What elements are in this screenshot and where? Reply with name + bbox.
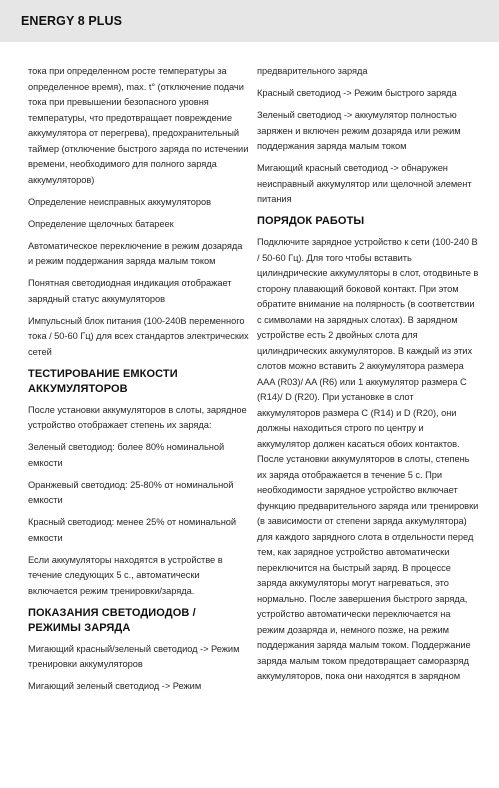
section-heading: ПОРЯДОК РАБОТЫ [257,215,365,227]
paragraph: После установки аккумуляторов в слоты, зарядное устройство отображает степень их заряда: [28,404,247,430]
paragraph: Зеленый светодиод: более 80% номинальной емкости [28,442,225,468]
paragraph: Автоматическое переключение в режим дозаряда и режим поддержания заряда малым током [28,240,243,266]
section-heading: ТЕСТИРОВАНИЕ ЕМКОСТИ АККУМУЛЯТОРОВ [28,367,178,395]
section-heading: ПОКАЗАНИЯ СВЕТОДИОДОВ / РЕЖИМЫ ЗАРЯДА [28,606,196,634]
paragraph: Если аккумуляторы находятся в устройстве в течение следующих 5 с., автоматически включается режим тренировки/заряда. [28,554,223,596]
paragraph: предварительного заряда [257,66,368,76]
header-title: ENERGY 8 PLUS [21,14,123,28]
paragraph: Определение неисправных аккумуляторов [28,196,211,207]
paragraph: Красный светодиод -> Режим быстрого заряда [257,88,457,98]
paragraph: Красный светодиод: менее 25% от номинальной емкости [28,517,237,543]
paragraph: Понятная светодиодная индикация отображает зарядный статус аккумуляторов [28,278,232,304]
page-header [0,0,499,42]
right-column [257,64,479,691]
paragraph: тока при определенном росте температуры за определенное время), max. t° (отключение подачи тока при превышении безопасного уровня температуры, что предотвращает повреждение аккумулятора от перегрева), предохранительный таймер (отключение быстрого заряда по истечении времени, необходимого для полного заряда аккумуляторов) [28,66,249,185]
paragraph: Мигающий красный/зеленый светодиод -> Режим тренировки аккумуляторов [28,643,240,669]
paragraph: Зеленый светодиод -> аккумулятор полностью заряжен и включен режим дозаряда или режим поддержания заряда малым током [257,110,461,151]
paragraph: Мигающий зеленый светодиод -> Режим [28,681,202,691]
left-column [28,64,250,701]
paragraph: Определение щелочных батареек [28,218,174,229]
paragraph: Мигающий красный светодиод -> обнаружен неисправный аккумулятор или щелочной элемент питания [257,163,472,204]
paragraph: Импульсный блок питания (100-240В переменного тока / 50-60 Гц) для всех стандартов электрических сетей [28,315,249,357]
paragraph: Подключите зарядное устройство к сети (100-240 В / 50-60 Гц). Для того чтобы вставить цилиндрические аккумуляторы в слот, отодвиньте в сторону плавающий боковой контакт. При этом обратите внимание на полярность (в соответствии с символами на зарядных слотах). В зарядном устройстве есть 2 двойных слота для цилиндрических аккумуляторов. В каждый из этих слотов можно вставить 2 аккумулятора размера AAA (R03)/ AA (R6) или 1 аккумулятор размера C (R14)/ D (R20). При установке в слот аккумуляторов размера C (R14) и D (R20), они должны находиться строго по центру и аккумулятор должен касаться обоих контактов. После установки аккумуляторов в слоты, степень их заряда отображается в течение 5 с. При необходимости зарядное устройство включает функцию предварительного заряда или тренировки (в зависимости от степени заряда аккумулятора) для каждого зарядного слота в отдельности перед тем, как зарядное устройство автоматически переключится на быстрый заряд. В процессе заряда аккумуляторы могут нагреваться, это нормально. После завершения быстрого заряда, устройство автоматически переключается на режим дозаряда и, немного позже, на режим поддержания заряда малым током. Поддержание заряда малым током предотвращает саморазряд аккумуляторов, пока они находятся в зарядном [257,237,479,681]
paragraph: Оранжевый светодиод: 25-80% от номинальной емкости [28,479,234,505]
